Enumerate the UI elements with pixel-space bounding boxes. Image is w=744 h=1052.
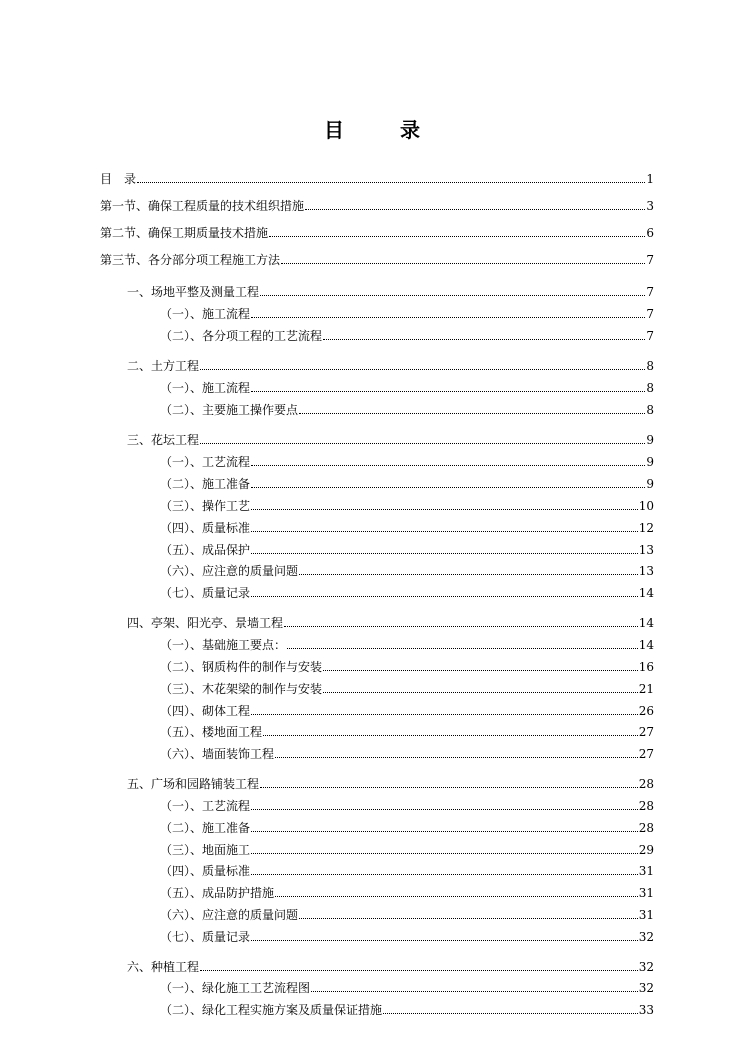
toc-entry-page: 16 bbox=[638, 660, 654, 674]
leader-dots bbox=[269, 236, 645, 237]
toc-entry[interactable] bbox=[160, 654, 654, 674]
toc-entry-label: （五）、成品保护 bbox=[160, 543, 251, 557]
toc-entry-label: 第三节、各分部分项工程施工方法 bbox=[100, 253, 281, 267]
leader-dots bbox=[251, 809, 638, 810]
leader-dots bbox=[275, 896, 638, 897]
toc-entry-page: 26 bbox=[638, 704, 654, 718]
leader-dots bbox=[251, 317, 645, 318]
toc-entry-label: （一）、施工流程 bbox=[160, 381, 251, 395]
toc-entry-page: 9 bbox=[646, 433, 654, 447]
toc-entry[interactable] bbox=[160, 837, 654, 857]
leader-dots bbox=[200, 443, 645, 444]
toc-entry-label: （一）、基础施工要点： bbox=[160, 638, 287, 652]
leader-dots bbox=[251, 487, 645, 488]
toc-entry[interactable] bbox=[127, 610, 654, 630]
toc-entry-label: （三）、木花架梁的制作与安装 bbox=[160, 682, 323, 696]
leader-dots bbox=[299, 413, 645, 414]
toc-entry-label: （三）、操作工艺 bbox=[160, 499, 251, 513]
toc-entry-page: 28 bbox=[638, 821, 654, 835]
toc-entry-label: （四）、质量标准 bbox=[160, 864, 251, 878]
toc-entry[interactable] bbox=[160, 719, 654, 739]
toc-entry[interactable] bbox=[160, 301, 654, 321]
toc-entry-page: 1 bbox=[646, 172, 654, 186]
leader-dots bbox=[251, 531, 638, 532]
toc-entry[interactable] bbox=[160, 975, 654, 995]
leader-dots bbox=[251, 940, 638, 941]
toc-entry[interactable] bbox=[160, 924, 654, 944]
toc-entry-label: （六）、墙面装饰工程 bbox=[160, 747, 275, 761]
toc-entry-page: 29 bbox=[638, 843, 654, 857]
leader-dots bbox=[251, 874, 638, 875]
toc-entry-page: 13 bbox=[638, 564, 654, 578]
leader-dots bbox=[251, 509, 638, 510]
toc-entry[interactable] bbox=[160, 558, 654, 578]
toc-entry-page: 10 bbox=[638, 499, 654, 513]
toc-entry[interactable] bbox=[160, 902, 654, 922]
toc-entry-page: 14 bbox=[638, 586, 654, 600]
toc-entry-page: 33 bbox=[638, 1003, 654, 1017]
toc-entry-page: 8 bbox=[646, 359, 654, 373]
toc-entry-label: （五）、成品防护措施 bbox=[160, 886, 275, 900]
toc-entry-label: （二）、钢质构件的制作与安装 bbox=[160, 660, 323, 674]
toc-entry-label: （三）、地面施工 bbox=[160, 843, 251, 857]
leader-dots bbox=[287, 648, 638, 649]
toc-entry-page: 9 bbox=[646, 477, 654, 491]
toc-entry-label: （二）、各分项工程的工艺流程 bbox=[160, 329, 323, 343]
leader-dots bbox=[323, 670, 638, 671]
toc-entry-label: 六、种植工程 bbox=[127, 960, 200, 974]
leader-dots bbox=[251, 391, 645, 392]
toc-entry-page: 31 bbox=[638, 908, 654, 922]
leader-dots bbox=[251, 465, 645, 466]
toc-entry[interactable] bbox=[160, 397, 654, 417]
toc-entry-label: （四）、质量标准 bbox=[160, 521, 251, 535]
leader-dots bbox=[284, 626, 638, 627]
toc-entry[interactable] bbox=[100, 220, 654, 240]
toc-entry-label: （六）、应注意的质量问题 bbox=[160, 564, 299, 578]
toc-entry-label: 四、亭架、阳光亭、景墙工程 bbox=[127, 616, 284, 630]
toc-entry[interactable] bbox=[160, 741, 654, 761]
toc-entry[interactable] bbox=[160, 698, 654, 718]
toc-entry-page: 8 bbox=[646, 381, 654, 395]
leader-dots bbox=[251, 853, 638, 854]
toc-entry-page: 7 bbox=[646, 329, 654, 343]
leader-dots bbox=[299, 918, 638, 919]
leader-dots bbox=[323, 339, 645, 340]
toc-entry[interactable] bbox=[127, 771, 654, 791]
toc-entry-label: （一）、工艺流程 bbox=[160, 799, 251, 813]
toc-entry-page: 14 bbox=[638, 616, 654, 630]
toc-entry-label: 目 录 bbox=[100, 172, 137, 186]
toc-entry-label: （一）、施工流程 bbox=[160, 307, 251, 321]
toc-entry-page: 13 bbox=[638, 543, 654, 557]
toc-entry[interactable] bbox=[100, 247, 654, 267]
toc-entry-page: 28 bbox=[638, 799, 654, 813]
toc-entry-page: 28 bbox=[638, 777, 654, 791]
toc-entry-page: 14 bbox=[638, 638, 654, 652]
toc-entry-label: （七）、质量记录 bbox=[160, 930, 251, 944]
leader-dots bbox=[251, 596, 638, 597]
leader-dots bbox=[281, 263, 645, 264]
toc-entry-page: 32 bbox=[638, 981, 654, 995]
leader-dots bbox=[311, 991, 638, 992]
leader-dots bbox=[137, 182, 645, 183]
toc-entry-label: （二）、绿化工程实施方案及质量保证措施 bbox=[160, 1003, 383, 1017]
toc-entry[interactable] bbox=[160, 375, 654, 395]
toc-entry-page: 8 bbox=[646, 403, 654, 417]
toc-entry[interactable] bbox=[160, 997, 654, 1017]
toc-entry-page: 21 bbox=[638, 682, 654, 696]
leader-dots bbox=[260, 295, 645, 296]
toc-entry[interactable] bbox=[100, 193, 654, 213]
toc-entry-page: 31 bbox=[638, 864, 654, 878]
toc-entry-label: （五）、楼地面工程 bbox=[160, 725, 263, 739]
toc-entry-label: （四）、砌体工程 bbox=[160, 704, 251, 718]
toc-entry-label: 第二节、确保工期质量技术措施 bbox=[100, 226, 269, 240]
toc-entry-label: （一）、工艺流程 bbox=[160, 455, 251, 469]
leader-dots bbox=[275, 757, 638, 758]
toc-entry-page: 6 bbox=[646, 226, 654, 240]
toc-entry-page: 9 bbox=[646, 455, 654, 469]
leader-dots bbox=[251, 831, 638, 832]
toc-entry-label: （二）、施工准备 bbox=[160, 821, 251, 835]
leader-dots bbox=[200, 970, 638, 971]
toc-entry-page: 12 bbox=[638, 521, 654, 535]
toc-entry[interactable] bbox=[127, 427, 654, 447]
toc-entry-page: 32 bbox=[638, 930, 654, 944]
toc-entry[interactable] bbox=[160, 815, 654, 835]
toc-entry-label: （七）、质量记录 bbox=[160, 586, 251, 600]
leader-dots bbox=[251, 714, 638, 715]
toc-entry-label: （二）、施工准备 bbox=[160, 477, 251, 491]
leader-dots bbox=[200, 369, 645, 370]
toc-entry-page: 3 bbox=[646, 199, 654, 213]
toc-entry[interactable] bbox=[160, 449, 654, 469]
toc-entry-label: 五、广场和园路铺装工程 bbox=[127, 777, 260, 791]
toc-entry-page: 7 bbox=[646, 285, 654, 299]
toc-entry-page: 7 bbox=[646, 253, 654, 267]
toc-entry-page: 27 bbox=[638, 747, 654, 761]
page-title: 目 录 bbox=[324, 118, 438, 142]
leader-dots bbox=[251, 553, 638, 554]
toc-entry-page: 7 bbox=[646, 307, 654, 321]
leader-dots bbox=[305, 209, 645, 210]
leader-dots bbox=[260, 787, 638, 788]
toc-entry[interactable] bbox=[160, 493, 654, 513]
leader-dots bbox=[383, 1013, 638, 1014]
toc-entry[interactable] bbox=[160, 858, 654, 878]
toc-entry[interactable] bbox=[160, 471, 654, 491]
toc-entry-label: 三、花坛工程 bbox=[127, 433, 200, 447]
toc-entry[interactable] bbox=[100, 166, 654, 186]
toc-entry[interactable] bbox=[160, 580, 654, 600]
toc-entry[interactable] bbox=[160, 537, 654, 557]
toc-entry-page: 31 bbox=[638, 886, 654, 900]
toc-entry-label: 一、场地平整及测量工程 bbox=[127, 285, 260, 299]
toc-entry[interactable] bbox=[160, 632, 654, 652]
toc-entry-label: 第一节、确保工程质量的技术组织措施 bbox=[100, 199, 305, 213]
toc-entry[interactable] bbox=[160, 515, 654, 535]
toc-entry-label: 二、土方工程 bbox=[127, 359, 200, 373]
toc-entry[interactable] bbox=[127, 353, 654, 373]
leader-dots bbox=[299, 574, 638, 575]
toc-entry[interactable] bbox=[127, 279, 654, 299]
toc-entry[interactable] bbox=[160, 676, 654, 696]
leader-dots bbox=[323, 692, 638, 693]
toc-entry[interactable] bbox=[127, 954, 654, 974]
toc-entry[interactable] bbox=[160, 793, 654, 813]
toc-entry[interactable] bbox=[160, 323, 654, 343]
toc-entry-label: （二）、主要施工操作要点 bbox=[160, 403, 299, 417]
toc-entry-page: 27 bbox=[638, 725, 654, 739]
leader-dots bbox=[263, 735, 638, 736]
toc-entry[interactable] bbox=[160, 880, 654, 900]
toc-entry-label: （一）、绿化施工工艺流程图 bbox=[160, 981, 311, 995]
toc-entry-label: （六）、应注意的质量问题 bbox=[160, 908, 299, 922]
toc-entry-page: 32 bbox=[638, 960, 654, 974]
